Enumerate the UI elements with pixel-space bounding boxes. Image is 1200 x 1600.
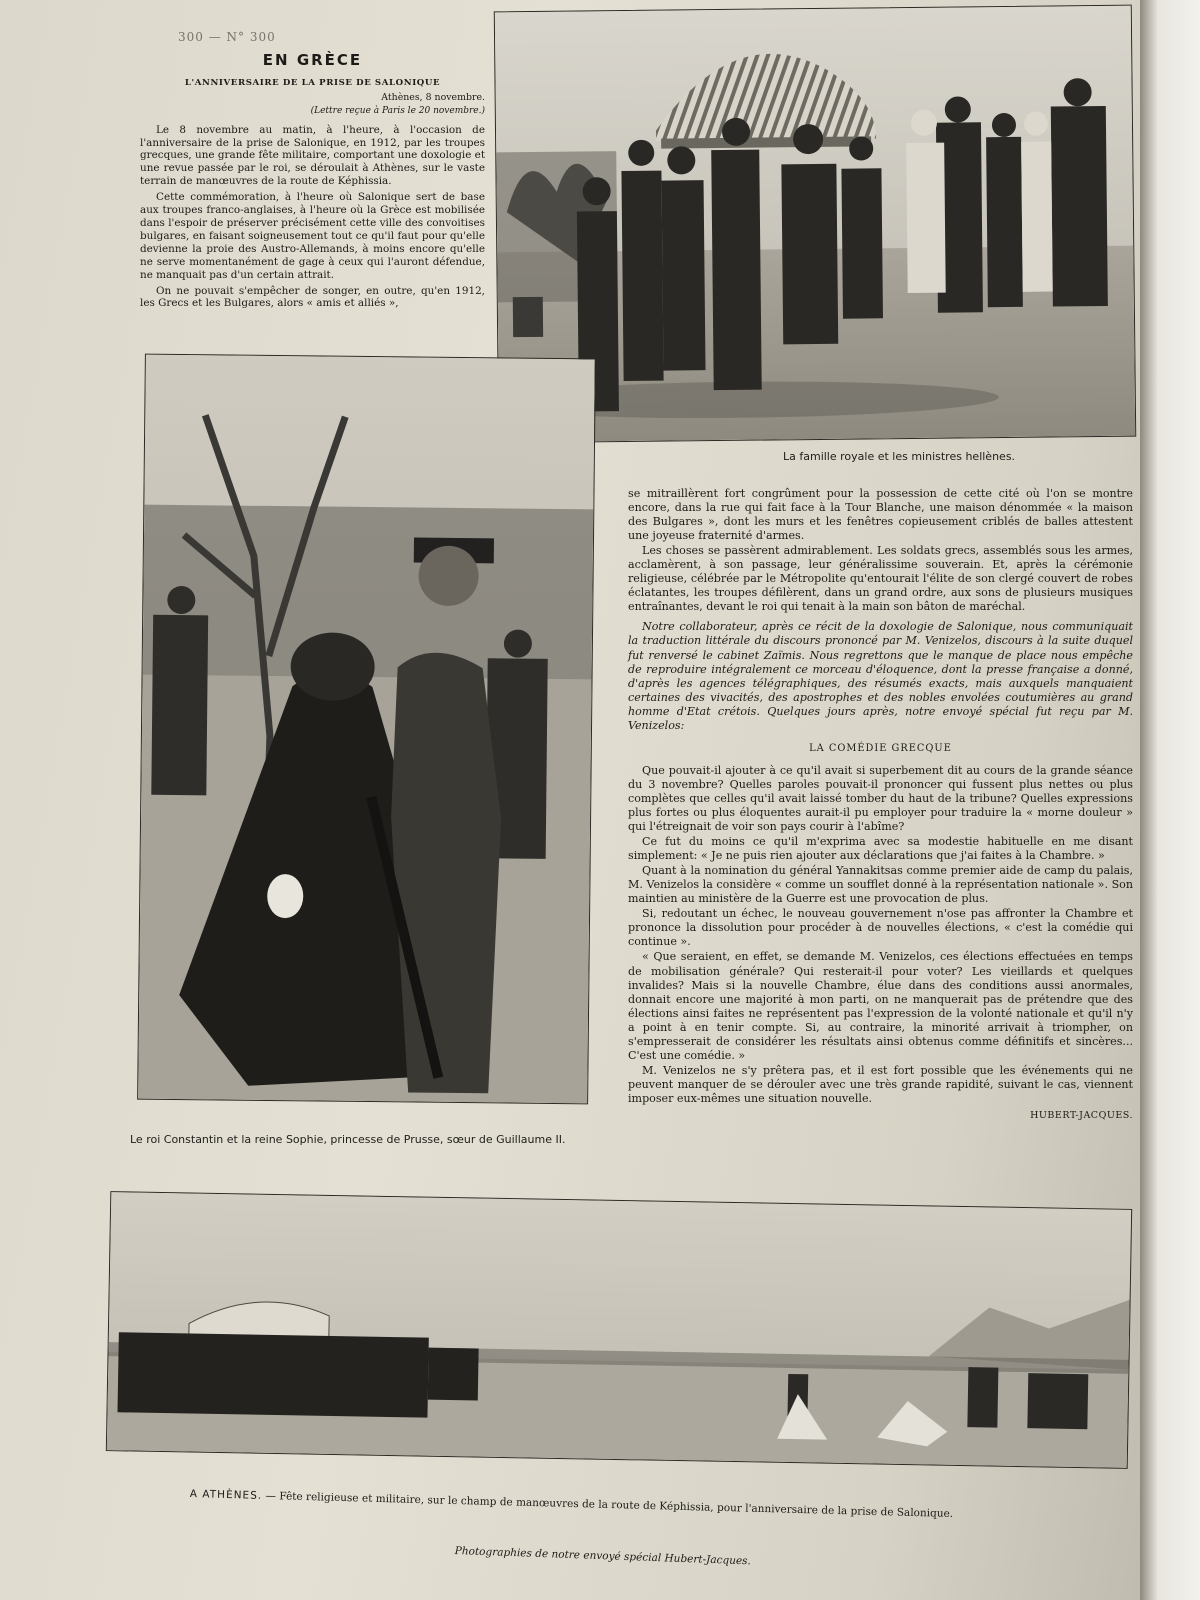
article-intro (140, 48, 485, 353)
article-letter-note: (Lettre reçue à Paris le 20 novembre.) (310, 105, 485, 116)
caption-text: — Fête religieuse et militaire, sur le champ de manœuvres de la route de Képhissia, pour l'anniversaire de la prise de Salonique. (265, 1489, 954, 1520)
caption-lead: A ATHÈNES. (189, 1488, 263, 1502)
article-paragraph: On ne pouvait s'empêcher de songer, en outre, qu'en 1912, les Grecs et les Bulgares, alors « amis et alliés », (140, 284, 485, 310)
book-gutter (1140, 0, 1200, 1600)
article-subtitle: L'ANNIVERSAIRE DE LA PRISE DE SALONIQUE (184, 77, 441, 88)
ceremony-panorama-image (107, 1192, 1131, 1468)
article-dateline: Athènes, 8 novembre. (381, 91, 485, 103)
section-title: LA COMÉDIE GRECQUE (809, 742, 952, 754)
photo-king-queen (137, 354, 596, 1105)
king-queen-image (138, 355, 595, 1104)
article-paragraph: M. Venizelos ne s'y prêtera pas, et il est fort possible que les événements qui ne peuvent manquer de se dérouler avec une très grande rapidité, suivant le cas, viennent imposer eux-mêmes une situation nouvelle. (628, 1063, 1133, 1105)
author-signature: HUBERT-JACQUES. (1030, 1109, 1133, 1121)
editor-note: Notre collaborateur, après ce récit de la doxologie de Salonique, nous communiquait la traduction littérale du discours prononcé par M. Venizelos, discours à la suite duquel fut renversé le cabinet Zaïmis. Nous regrettons que le manque de place nous empêche de reproduire intégralement ce morceau d'éloquence, dont la presse française a donné, d'après les agences télégraphiques, des résumés exacts, mais auxquels manquaient certaines des vivacités, des apostrophes et des nobles envolées coutumières au grand homme d'Etat crétois. Quelques jours après, notre envoyé spécial fut reçu par M. Venizelos: (628, 620, 1133, 732)
article-paragraph: Les choses se passèrent admirablement. Les soldats grecs, assemblés sous les armes, acclamèrent, à son passage, leur généralissime souverain. Et, après la cérémonie religieuse, célébrée par le Métropolite qu'entourait l'élite de son clergé couvert de robes éclatantes, les troupes défilèrent, dans un grand ordre, aux sons de plusieurs musiques entraînantes, devant le roi qui tenait à la main son bâton de maréchal. (628, 544, 1133, 614)
article-continuation (628, 487, 1133, 1177)
article-paragraph: se mitraillèrent fort congrûment pour la possession de cette cité où l'on se montre encore, dans la rue qui fait face à la Tour Blanche, une maison dénommée « la maison des Bulgares », dont les murs et les fenêtres copieusement criblés de balles attestent une joyeuse fraternité d'armes. (628, 487, 1133, 543)
article-paragraph: Si, redoutant un échec, le nouveau gouvernement n'ose pas affronter la Chambre et prononce la dissolution pour procéder à de nouvelles élections, « c'est la comédie qui continue ». (628, 907, 1133, 949)
article-paragraph: Ce fut du moins ce qu'il m'exprima avec sa modestie habituelle en me disant simplement: « Je ne puis rien ajouter aux déclarations que j'ai faites à la Chambre. » (628, 835, 1133, 863)
article-title: EN GRÈCE (262, 51, 363, 69)
article-paragraph: « Que seraient, en effet, se demande M. Venizelos, ces élections effectuées en temps de mobilisation générale? Qui resterait-il pour voter? Les vieillards et quelques invalides? Mais si la nouvelle Chambre, élue dans des conditions aussi anormales, donnait encore une majorité à mon parti, on ne manquerait pas de prétendre que des élections ainsi faites ne représentent pas l'expression de la volonté nationale et qu'il n'y a point à en tenir compte. Si, au contraire, la minorité arrivait à triompher, on s'empresserait de considérer les résultats ainsi obtenus comme définitifs et sincères... C'est une comédie. » (628, 950, 1133, 1062)
article-paragraph: Que pouvait-il ajouter à ce qu'il avait si superbement dit au cours de la grande séance du 3 novembre? Quelles paroles pouvait-il prononcer qui fussent plus nettes ou plus complètes que celles qu'il avait laissé tomber du haut de la tribune? Quelles expressions plus fortes ou plus éloquentes aurait-il pu employer pour traduire la « morne douleur » qui l'étreignait de voir son pays courir à l'abîme? (628, 763, 1133, 834)
article-paragraph: Le 8 novembre au matin, à l'heure, à l'occasion de l'anniversaire de la prise de Salonique, en 1912, par les troupes grecques, une grande fête militaire, comportant une doxologie et une revue passée par le roi, se déroulait à Athènes, sur le vaste terrain de manœuvres de la route de Képhissia. (140, 123, 485, 188)
article-paragraph: Quant à la nomination du général Yannakitsas comme premier aide de camp du palais, M. Venizelos la considère « comme un soufflet donné à la représentation nationale ». Son maintien au ministère de la Guerre est une provocation de plus. (628, 864, 1133, 906)
photo-credit: Photographies de notre envoyé spécial Hubert-Jacques. (454, 1545, 752, 1568)
photo-ceremony-panorama (106, 1191, 1132, 1469)
page-number: 300 — N° 300 (178, 30, 276, 44)
caption-royal-family: La famille royale et les ministres hellènes. (783, 450, 1016, 463)
ceremony-caption (190, 1488, 1090, 1524)
article-paragraph: Cette commémoration, à l'heure où Salonique sert de base aux troupes franco-anglaises, à l'heure où la Grèce est mobilisée dans l'espoir de préserver précisément cette ville des convoitises bulgares, en faisant soigneusement tout ce qu'il faut pour qu'elle devienne la proie des Austro-Allemands, à moins encore qu'elle ne serve momentanément de gage à ceux qui l'auront défendue, ne manquait pas d'un certain attrait. (140, 191, 485, 281)
caption-king-queen: Le roi Constantin et la reine Sophie, princesse de Prusse, sœur de Guillaume II. (130, 1133, 566, 1146)
